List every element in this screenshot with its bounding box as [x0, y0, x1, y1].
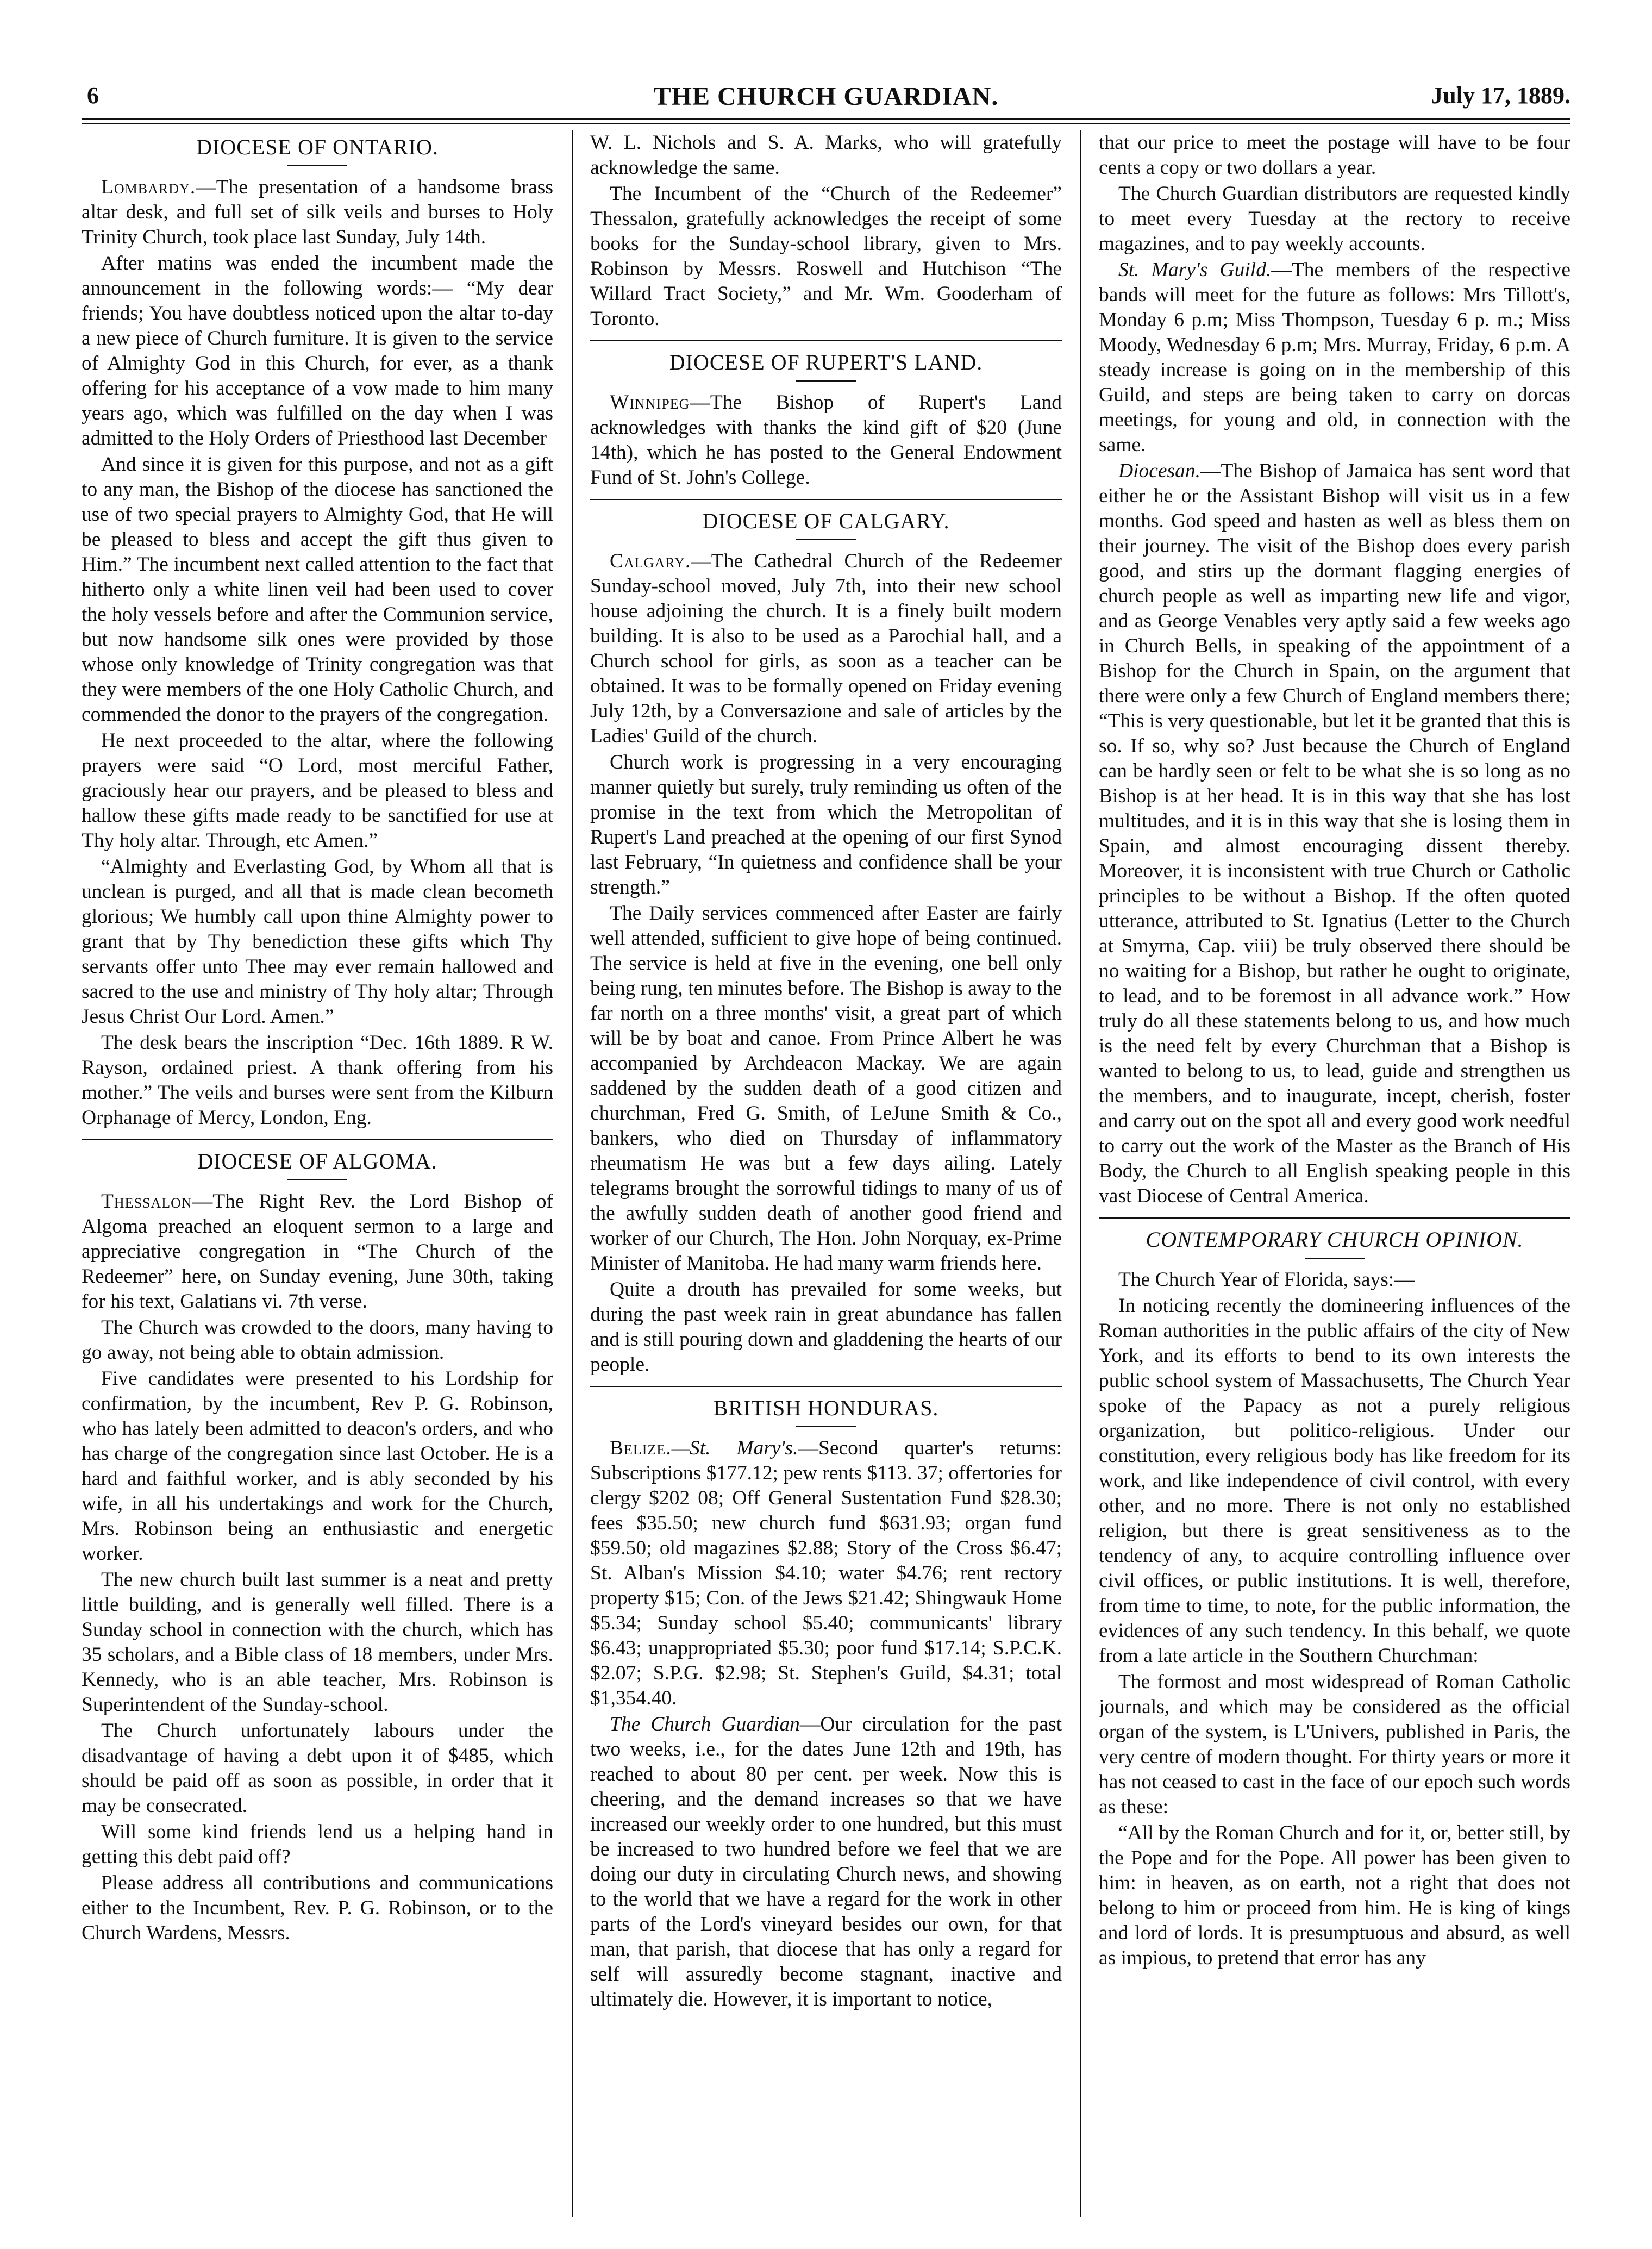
issue-date: July 17, 1889.	[1431, 82, 1570, 109]
dateline: Winnipeg	[610, 391, 690, 414]
heading-calgary: DIOCESE OF CALGARY.	[702, 509, 950, 533]
paragraph: Please address all contributions and communications either to the Incumbent, Rev. P. G. Robinson, or to the Church Wardens, Messrs.	[82, 1872, 553, 1944]
paragraph: The Daily services commenced after Easter are fairly well attended, sufficient to give hope of being continued. The service is held at five in the evening, one bell only being rung, ten minutes before. The Bishop is away to the far north on a three months' visit, a great part of which will be by boat and canoe. From Prince Albert he was accompanied by Archdeacon Mackay. We are again saddened by the sudden death of a good citizen and churchman, Fred G. Smith, of LeJune Smith & Co., bankers, who died on Thursday of inflammatory rheumatism He was but a few days ailing. Lately telegrams brought the sorrowful tidings to many of us of the awfully sudden death of another good friend and worker of our Church, The Hon. John Norquay, ex-Prime Minister of Manitoba. He had many warm friends here.	[590, 902, 1062, 1275]
paragraph: The formost and most widespread of Roman Catholic journals, and which may be considered as the official organ of the system, is L'Univers, published in Paris, the very centre of modern thought. For thirty years or more it has not ceased to cast in the face of our epoch such words as these:	[1099, 1671, 1570, 1818]
column-divider	[1080, 130, 1081, 2217]
section-rule	[590, 340, 1062, 341]
heading-dash	[1305, 1258, 1365, 1259]
paragraph	[1099, 258, 1570, 458]
column-3	[1099, 130, 1570, 2217]
dateline: Calgary.	[610, 550, 691, 572]
heading-algoma: DIOCESE OF ALGOMA.	[197, 1149, 437, 1173]
heading-dash	[796, 539, 856, 540]
paragraph: He next proceeded to the altar, where the following prayers were said “O Lord, most merciful Father, graciously hear our prayers, and be pleased to bless and hallow these gifts made ready to be sanctified for use at Thy holy altar. Through, etc Amen.”	[82, 729, 553, 852]
paragraph: Quite a drouth has prevailed for some weeks, but during the past week rain in great abundance has fallen and is still pouring down and gladdening the hearts of our people.	[590, 1278, 1062, 1376]
paragraph: The desk bears the inscription “Dec. 16th 1889. R W. Rayson, ordained priest. A thank offering from his mother.” The veils and burses were sent from the Kilburn Orphanage of Mercy, London, Eng.	[82, 1032, 553, 1129]
masthead-rule	[82, 118, 1570, 120]
dateline: Thessalon	[101, 1190, 192, 1213]
paragraph	[1099, 459, 1570, 1209]
paragraph: The Church Guardian distributors are requested kindly to meet every Tuesday at the rectory to receive magazines, and to pay weekly accounts.	[1099, 183, 1570, 255]
paragraph: Church work is progressing in a very encouraging manner quietly but surely, truly reminding us often of the promise in the text from which the Metropolitan of Rupert's Land preached at the opening of our first Synod last February, “In quietness and confidence shall be your strength.”	[590, 751, 1062, 898]
column-1	[82, 130, 553, 2217]
paragraph	[82, 1189, 553, 1314]
paragraph-lead: Diocesan.	[1118, 460, 1201, 482]
paragraph	[590, 390, 1062, 490]
paragraph: The Church unfortunately labours under the disadvantage of having a debt upon it of $485, which should be paid off as soon as possible, in order that it may be consecrated.	[82, 1720, 553, 1817]
paragraph-text: —The Right Rev. the Lord Bishop of Algoma preached an eloquent sermon to a large and appreciative congregation in “The Church of the Redeemer” here, on Sunday evening, June 30th, taking for his text, Galatians vi. 7th verse.	[82, 1190, 553, 1313]
column-2	[590, 130, 1062, 2217]
column-divider	[572, 130, 573, 2217]
page-number: 6	[87, 82, 99, 109]
heading-ruperts-land: DIOCESE OF RUPERT'S LAND.	[669, 350, 983, 374]
paragraph: The Church Year of Florida, says:—	[1118, 1269, 1415, 1291]
heading-ontario: DIOCESE OF ONTARIO.	[196, 135, 439, 159]
paragraph	[590, 549, 1062, 749]
dateline-italic: —St. Mary's.	[671, 1437, 798, 1459]
paragraph: “Almighty and Everlasting God, by Whom all that is unclean is purged, and all that is made clean becometh glorious; We humbly call upon thine Almighty power to grant that by Thy benediction these gifts which Thy servants offer unto Thee may ever remain hallowed and sacred to the use and ministry of Thy holy altar; Through Jesus Christ Our Lord. Amen.”	[82, 855, 553, 1028]
paragraph: “All by the Roman Church and for it, or, better still, by the Pope and for the Pope. All power has been given to him: in heaven, as on earth, not a right that does not belong to him or proceed from him. He is king of kings and lord of lords. It is presumptuous and absurd, as well as impious, to pretend that error has any	[1099, 1822, 1570, 1969]
masthead	[82, 82, 1570, 114]
paragraph-lead: The Church Guardian	[610, 1713, 800, 1735]
masthead-rule-thin	[82, 123, 1570, 124]
dateline: Lombardy.	[101, 176, 196, 198]
paragraph	[82, 175, 553, 250]
paragraph: W. L. Nichols and S. A. Marks, who will gratefully acknowledge the same.	[590, 132, 1062, 179]
paragraph: And since it is given for this purpose, and not as a gift to any man, the Bishop of the diocese has sanctioned the use of two special prayers to Almighty God, that He will be pleased to bless and accept the gift thus given to Him.” The incumbent next called attention to the fact that hitherto only a white linen veil had been used to cover the holy vessels before and after the Communion service, but now handsome silk ones were provided by those whose only knowledge of Trinity congregation was that they were members of the one Holy Catholic Church, and commended the donor to the prayers of the congregation.	[82, 453, 553, 726]
paragraph: The Incumbent of the “Church of the Redeemer” Thessalon, gratefully acknowledges the receipt of some books for the Sunday-school library, given to Mrs. Robinson by Messrs. Roswell and Hutchison “The Willard Tract Society,” and Mr. Wm. Gooderham of Toronto.	[590, 183, 1062, 330]
section-rule	[1099, 1217, 1570, 1219]
paper-title: THE CHURCH GUARDIAN.	[653, 82, 999, 111]
heading-dash	[796, 380, 856, 382]
section-rule	[82, 1139, 553, 1140]
paragraph-text: —The presentation of a handsome brass altar desk, and full set of silk veils and burses to Holy Trinity Church, took place last Sunday, July 14th.	[82, 176, 553, 248]
paragraph-text: —The Bishop of Jamaica has sent word that either he or the Assistant Bishop will visit us in a few months. God speed and hasten as well as bless them on their journey. The visit of the Bishop does every parish good, and stirs up the dormant flagging energies of church people as well as imparting new life and vigor, and as George Venables very aptly said a few weeks ago in Church Bells, in speaking of the appointment of a Bishop for the Church in Spain, on the argument that there were only a few Church of England members there; “This is very questionable, but let it be granted that this is so. If so, why so? Just because the Church of England can be hardly seen or felt to be what she is so long as no Bishop is at her head. It is in this way that she has lost multitudes, and it is in this way that she is losing them in Spain, and almost encouraging dissent thereby. Moreover, it is inconsistent with true Church or Catholic principles to be without a Bishop. If the often quoted utterance, attributed to St. Ignatius (Letter to the Church at Smyrna, Cap. viii) be truly observed there should be no waiting for a Bishop, but rather he ought to originate, to lead, and to be foremost in all advance work.” How truly do all these statements belong to us, and how much is the need felt by every Churchman that a Bishop is wanted to belong to us, to lead, guide and strengthen us the members, and to inaugurate, incept, cherish, foster and carry out on the spot all and every good work needful to carry out the work of the Master as the Branch of His Body, the Church to all English speaking people in this vast Diocese of Central America.	[1099, 460, 1570, 1207]
paragraph: that our price to meet the postage will have to be four cents a copy or two dollars a year.	[1099, 132, 1570, 179]
paragraph-text: —The Bishop of Rupert's Land acknowledges with thanks the kind gift of $20 (June 14th), which he has posted to the General Endowment Fund of St. John's College.	[590, 391, 1062, 489]
paragraph	[590, 1436, 1062, 1711]
heading-dash	[287, 165, 347, 166]
section-rule	[590, 1386, 1062, 1387]
paragraph: Five candidates were presented to his Lordship for confirmation, by the incumbent, Rev P. G. Robinson, who has lately been admitted to deacon's orders, and who has charge of the congregation since last October. He is a hard and faithful worker, and is ably seconded by his wife, in all his undertakings and work for the Church, Mrs. Robinson being an enthusiastic and energetic worker.	[82, 1367, 553, 1565]
paragraph: The new church built last summer is a neat and pretty little building, and is generally well filled. There is a Sunday school in connection with the church, which has 35 scholars, and a Bible class of 18 members, under Mrs. Kennedy, who is an able teacher, Mrs. Robinson is Superintendent of the Sunday-school.	[82, 1569, 553, 1716]
paragraph: After matins was ended the incumbent made the announcement in the following words:— “My dear friends; You have doubtless noticed upon the altar to-day a new piece of Church furniture. It is given to the service of Almighty God in this Church, for ever, as a thank offering for his acceptance of a vow made to him many years ago, which was fulfilled on the day when I was admitted to the Holy Orders of Priesthood last December	[82, 252, 553, 449]
heading-dash	[287, 1179, 347, 1180]
paragraph-text: —The members of the respective bands will meet for the future as follows: Mrs Tillott's, Monday 6 p.m; Miss Thompson, Tuesday 6 p. m.; Miss Moody, Wednesday 6 p.m; Mrs. Murray, Friday, 6 p.m. A steady increase is going on in the membership of this Guild, and steps are being taken to carry on dorcas meetings, for young and old, in connection with the same.	[1099, 259, 1570, 456]
paragraph-text: —Our circulation for the past two weeks, i.e., for the dates June 12th and 19th, has reached to about 80 per cent. per week. Now this is cheering, and the demand increases so that we have increased our weekly order to one hundred, but this must be increased to two hundred before we feel that we are doing our duty in circulating Church news, and showing to the world that we have a regard for the work in other parts of the Lord's vineyard besides our own, for that man, that parish, that diocese that has only a regard for self will assuredly become stagnant, inactive and ultimately die. However, it is important to notice,	[590, 1713, 1062, 2010]
heading-contemporary-opinion: CONTEMPORARY CHURCH OPINION.	[1146, 1227, 1524, 1252]
section-rule	[590, 499, 1062, 500]
paragraph: In noticing recently the domineering influences of the Roman authorities in the public affairs of the city of New York, and its efforts to bend to its own interests the public school system of Massachusetts, The Church Year spoke of the Papacy as not a purely religious organization, but politico-religious. Under our constitution, every religious body has like freedom for its work, and like independence of civil control, with every other, and no more. There is not only no established religion, but there is great sensitiveness as to the tendency of any, to acquire controlling influence over civil offices, or public institutions. It is well, therefore, from time to time, to note, for the public information, the evidences of any such tendency. In this behalf, we quote from a late article in the Southern Churchman:	[1099, 1295, 1570, 1667]
heading-dash	[796, 1426, 856, 1427]
paragraph-text: —The Cathedral Church of the Redeemer Sunday-school moved, July 7th, into their new school house adjoining the church. It is a finely built modern building. It is also to be used as a Parochial hall, and a Church school for girls, as soon as a teacher can be obtained. It was to be formally opened on Friday evening July 12th, by a Conversazione and sale of articles by the Ladies' Guild of the church.	[590, 550, 1062, 747]
paragraph	[590, 1712, 1062, 2012]
paragraph: The Church was crowded to the doors, many having to go away, not being able to obtain admission.	[82, 1316, 553, 1364]
heading-british-honduras: BRITISH HONDURAS.	[713, 1396, 939, 1420]
dateline: Belize.	[610, 1437, 672, 1459]
paragraph: Will some kind friends lend us a helping hand in getting this debt paid off?	[82, 1821, 553, 1868]
paragraph-lead: St. Mary's Guild.	[1118, 259, 1272, 281]
paragraph-text: —Second quarter's returns: Subscriptions $177.12; pew rents $113. 37; offertories for clergy $202 08; Off General Sustentation Fund $28.30; fees $35.50; new church fund $631.93; organ fund $59.50; old magazines $2.88; Story of the Cross $6.47; St. Alban's Mission $4.10; water $4.76; rent rectory property $15; Con. of the Jews $21.42; Shingwauk Home $5.34; Sunday school $5.40; communicants' library $6.43; unappropriated $5.30; poor fund $17.14; S.P.C.K. $2.07; S.P.G. $2.98; St. Stephen's Guild, $4.31; total $1,354.40.	[590, 1437, 1062, 1709]
